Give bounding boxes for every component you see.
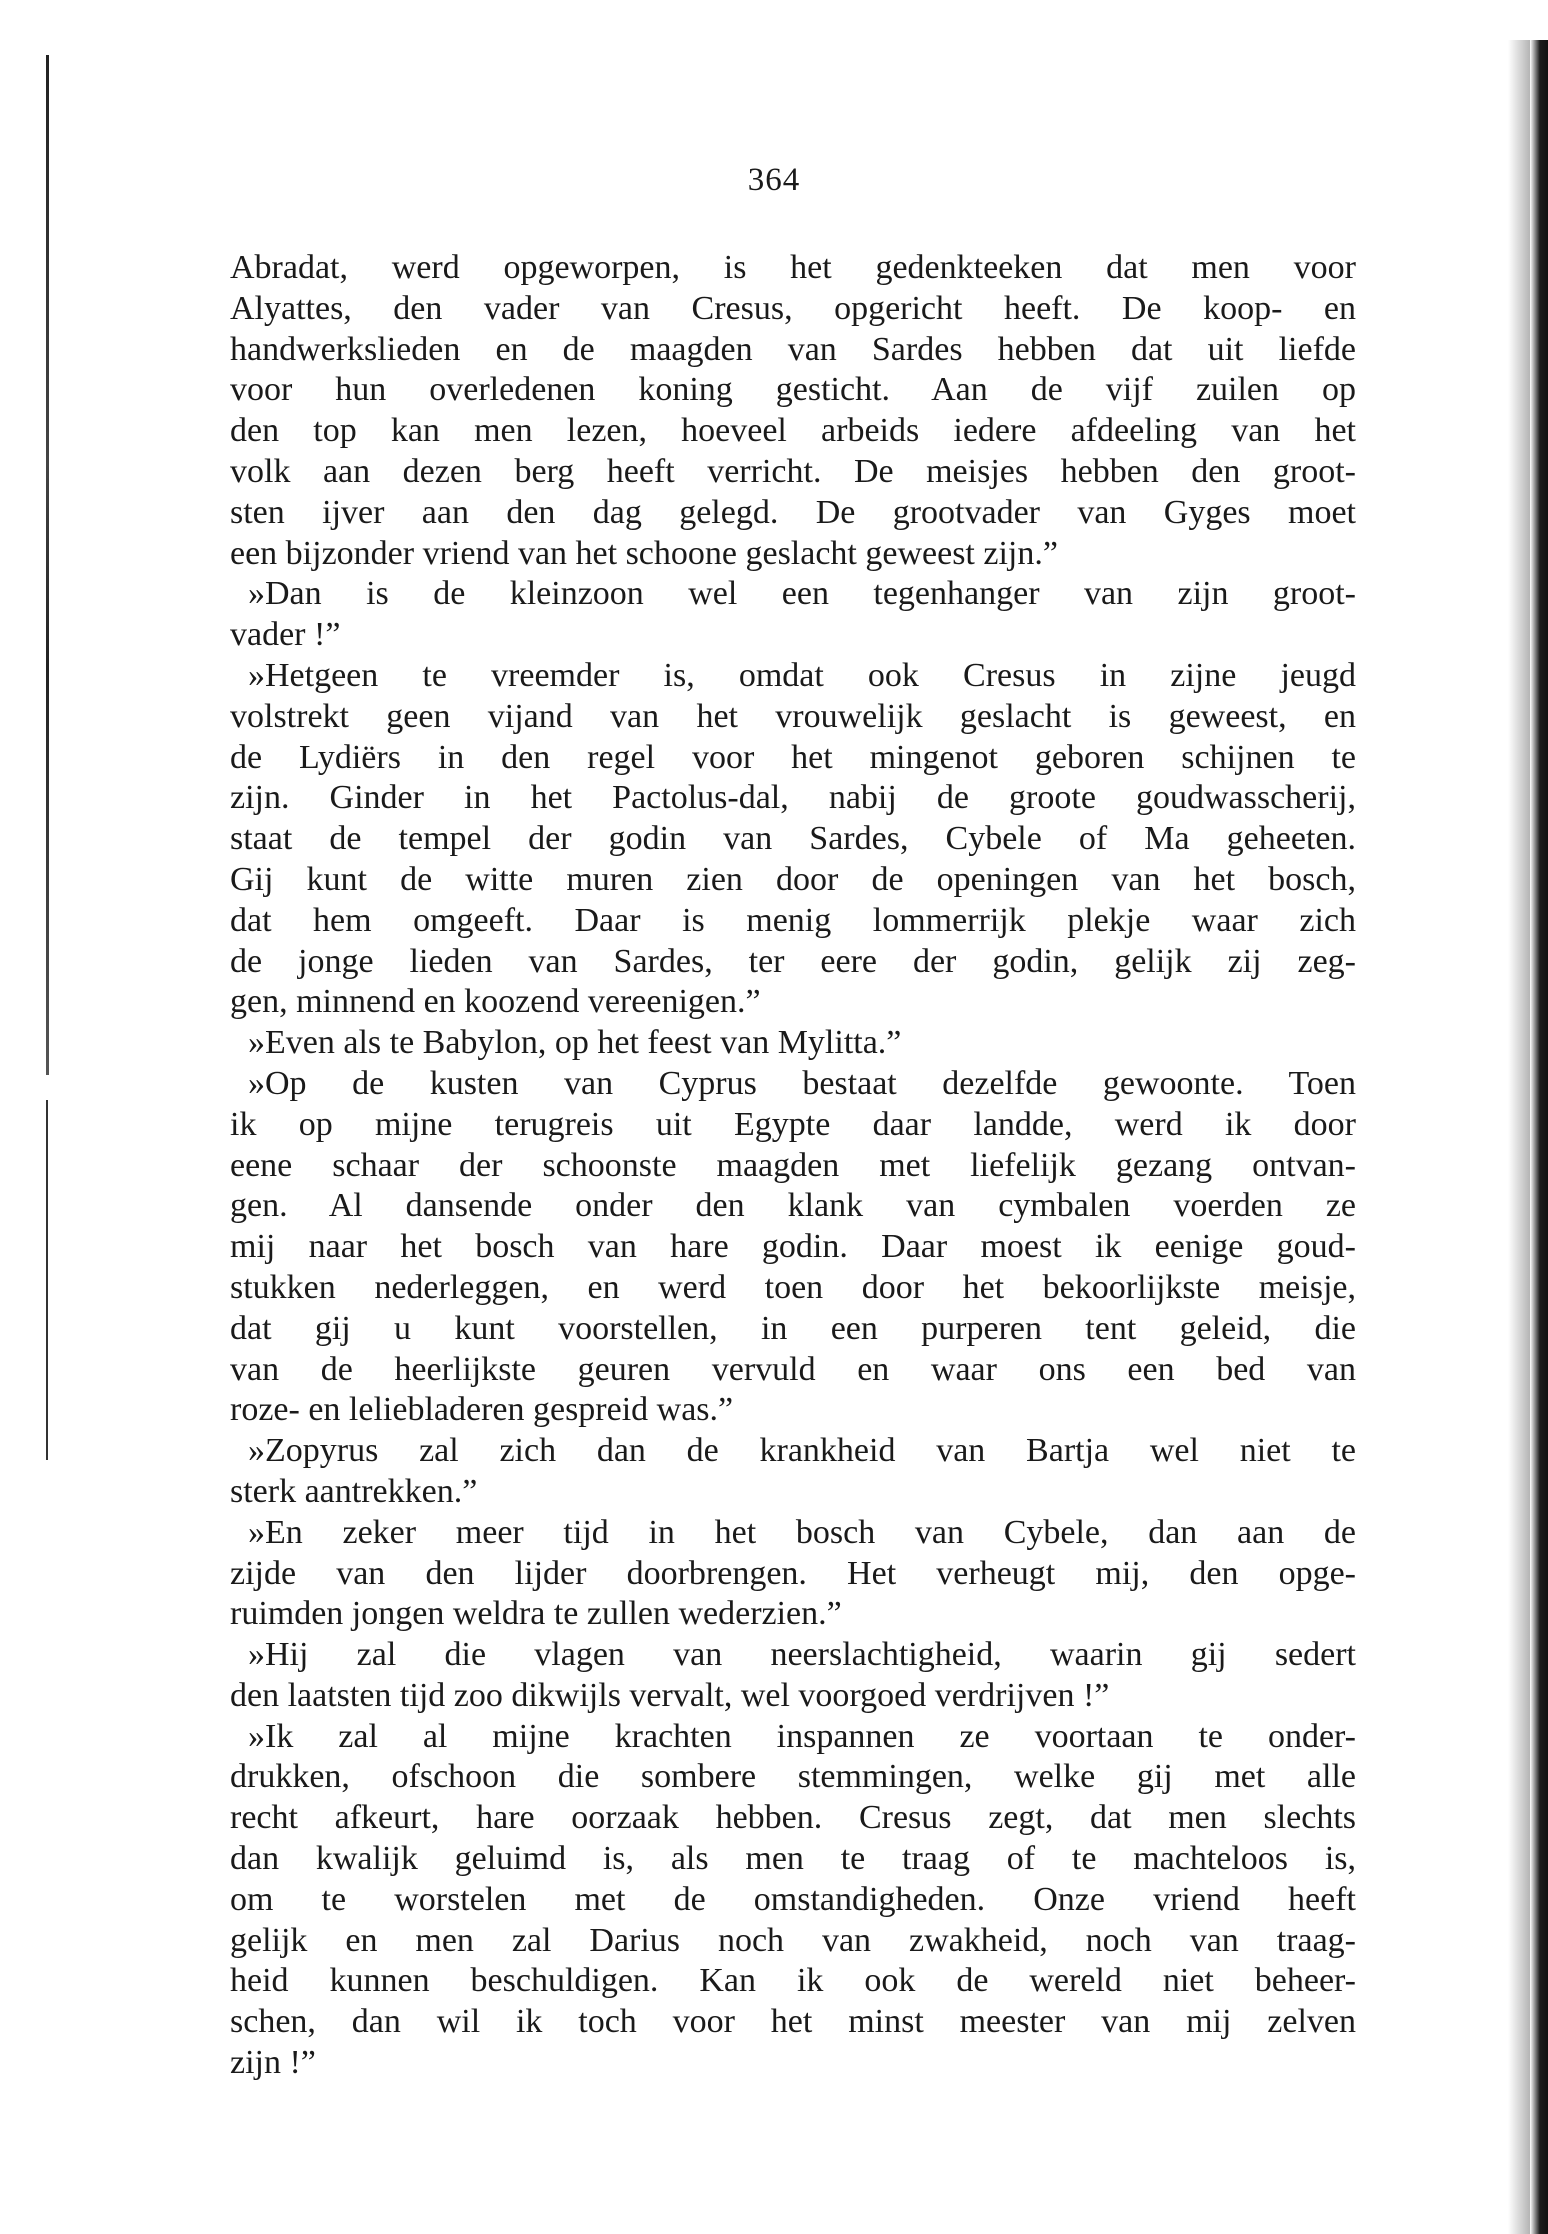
text-line: den laatsten tijd zoo dikwijls vervalt, wel voorgoed verdrijven !” — [230, 1676, 1110, 1714]
page-number: 364 — [747, 162, 801, 198]
text-line: »Op de kusten van Cyprus bestaat dezelfde gewoonte. Toen — [248, 1064, 1356, 1102]
text-line: »Zopyrus zal zich dan de krankheid van Bartja wel niet te — [248, 1432, 1356, 1470]
text-line: de jonge lieden van Sardes, ter eere der godin, gelijk zij zeg- — [230, 942, 1356, 980]
text-line: stukken nederleggen, en werd toen door het bekoorlijkste meisje, — [230, 1268, 1356, 1306]
text-line: staat de tempel der godin van Sardes, Cybele of Ma geheeten. — [230, 820, 1356, 858]
text-line: eene schaar der schoonste maagden met liefelijk gezang ontvan- — [230, 1146, 1356, 1184]
text-line: sterk aantrekken.” — [230, 1472, 478, 1510]
text-line: »En zeker meer tijd in het bosch van Cybele, dan aan de — [248, 1513, 1356, 1551]
scan-edge-left-lower — [46, 1100, 48, 1460]
text-line: Abradat, werd opgeworpen, is het gedenkteeken dat men voor — [230, 249, 1356, 286]
text-line: de Lydiërs in den regel voor het mingenot geboren schijnen te — [230, 738, 1356, 776]
text-line: gelijk en men zal Darius noch van zwakheid, noch van traag- — [230, 1921, 1356, 1959]
text-line: Alyattes, den vader van Cresus, opgericht heeft. De koop- en — [230, 289, 1356, 327]
text-line: ik op mijne terugreis uit Egypte daar landde, werd ik door — [230, 1105, 1356, 1143]
text-line: dan kwalijk geluimd is, als men te traag of te machteloos is, — [230, 1840, 1356, 1878]
text-line: zijde van den lijder doorbrengen. Het verheugt mij, den opge- — [230, 1554, 1356, 1592]
text-line: mij naar het bosch van hare godin. Daar moest ik eenige goud- — [230, 1228, 1356, 1266]
text-line: zijn !” — [230, 2044, 316, 2082]
text-line: sten ijver aan den dag gelegd. De grootvader van Gyges moet — [230, 493, 1356, 531]
text-line: Gij kunt de witte muren zien door de openingen van het bosch, — [230, 860, 1356, 898]
text-line: gen, minnend en koozend vereenigen.” — [230, 983, 761, 1021]
scan-edge-right — [1530, 40, 1548, 2234]
text-line: volstrekt geen vijand van het vrouwelijk geslacht is geweest, en — [230, 697, 1356, 735]
text-line: »Hij zal die vlagen van neerslachtigheid, waarin gij sedert — [248, 1636, 1356, 1674]
text-line: voor hun overledenen koning gesticht. Aan de vijf zuilen op — [230, 371, 1356, 409]
text-line: ruimden jongen weldra te zullen wederzien.” — [230, 1595, 842, 1633]
scan-edge-left — [46, 55, 49, 1075]
text-line: volk aan dezen berg heeft verricht. De meisjes hebben den groot- — [230, 452, 1356, 490]
text-line: »Even als te Babylon, op het feest van Mylitta.” — [248, 1024, 902, 1062]
text-line: roze- en leliebladeren gespreid was.” — [230, 1391, 734, 1429]
text-line: gen. Al dansende onder den klank van cymbalen voerden ze — [230, 1187, 1356, 1225]
text-line: heid kunnen beschuldigen. Kan ik ook de wereld niet beheer- — [230, 1962, 1356, 2000]
text-line: dat gij u kunt voorstellen, in een purperen tent geleid, die — [230, 1309, 1356, 1347]
scan-edge-right-shadow — [1508, 40, 1530, 2234]
body-text — [230, 248, 1356, 2084]
text-line: handwerkslieden en de maagden van Sardes hebben dat uit liefde — [230, 330, 1356, 368]
text-line: dat hem omgeeft. Daar is menig lommerrijk plekje waar zich — [230, 901, 1356, 939]
text-line: schen, dan wil ik toch voor het minst meester van mij zelven — [230, 2003, 1356, 2041]
text-line: zijn. Ginder in het Pactolus-dal, nabij de groote goudwasscherij, — [230, 779, 1356, 817]
text-line: vader !” — [230, 616, 341, 654]
text-line: »Ik zal al mijne krachten inspannen ze voortaan te onder- — [248, 1717, 1356, 1755]
text-line: drukken, ofschoon die sombere stemmingen, welke gij met alle — [230, 1758, 1356, 1796]
text-line: recht afkeurt, hare oorzaak hebben. Cresus zegt, dat men slechts — [230, 1799, 1356, 1837]
text-line: een bijzonder vriend van het schoone geslacht geweest zijn.” — [230, 534, 1058, 572]
text-line: om te worstelen met de omstandigheden. Onze vriend heeft — [230, 1880, 1356, 1918]
text-line: van de heerlijkste geuren vervuld en waar ons een bed van — [230, 1350, 1356, 1388]
text-line: »Hetgeen te vreemder is, omdat ook Cresus in zijne jeugd — [248, 656, 1356, 694]
text-line: den top kan men lezen, hoeveel arbeids iedere afdeeling van het — [230, 412, 1356, 450]
text-line: »Dan is de kleinzoon wel een tegenhanger van zijn groot- — [248, 575, 1356, 613]
